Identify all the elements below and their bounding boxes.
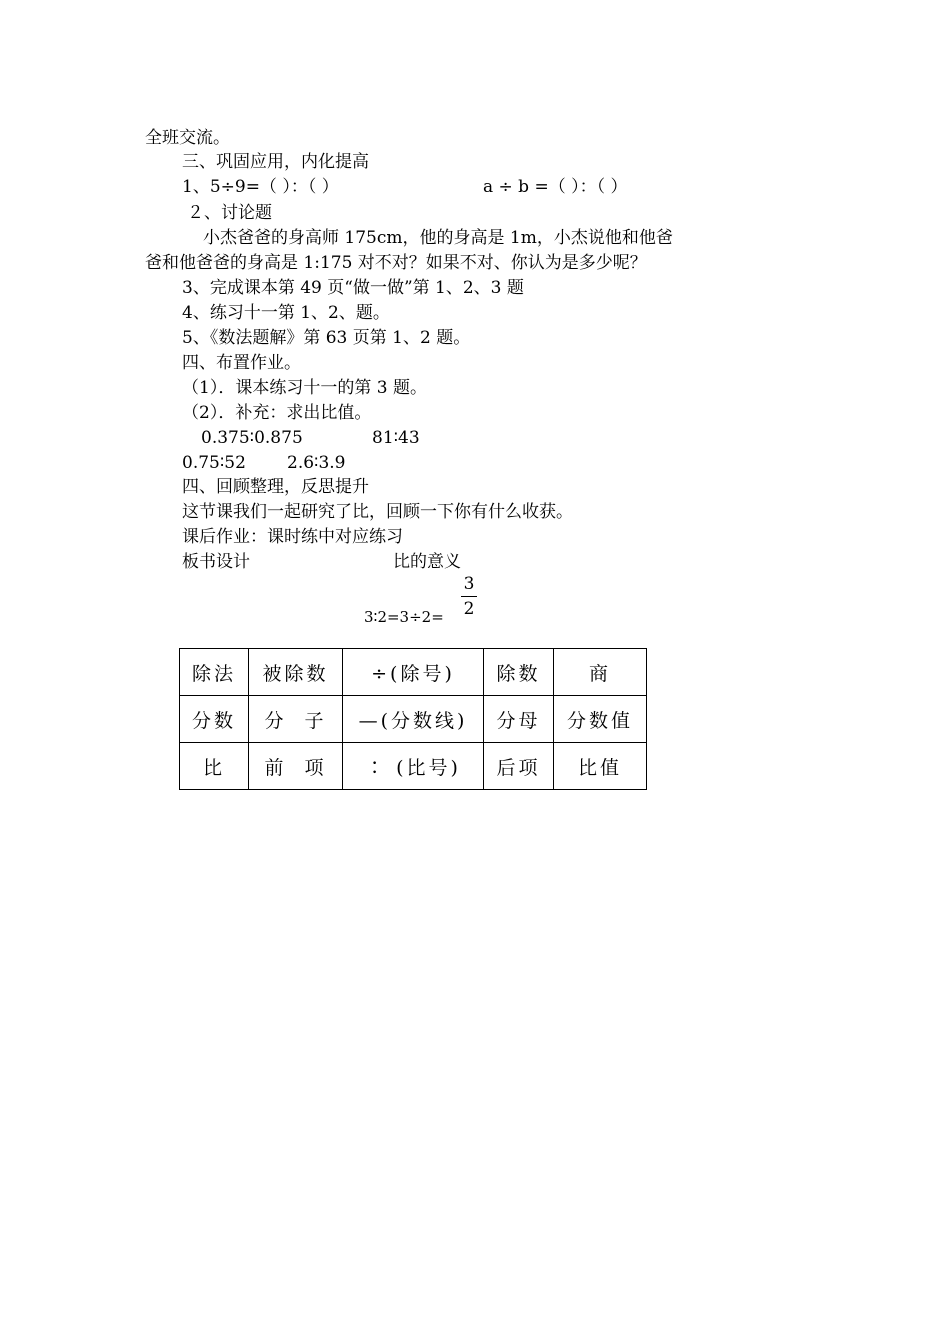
ratio-expression: 2.6∶3.9 [287, 453, 346, 473]
fraction-bar [461, 596, 477, 597]
text-line: （2）．补充：求出比值。 [182, 403, 372, 423]
table-cell: 前 项 [249, 743, 343, 790]
text-line: 小杰爸爸的身高师 175cm，他的身高是 1m，小杰说他和他爸 [203, 228, 673, 248]
table-cell: —(分数线) [343, 696, 484, 743]
table-cell: 后项 [484, 743, 554, 790]
table-cell: 比值 [554, 743, 647, 790]
table-cell: 分 子 [249, 696, 343, 743]
board-design-label: 板书设计 [182, 552, 250, 572]
table-cell: 商 [554, 649, 647, 696]
ratio-equation: 3∶2=3÷2= [364, 608, 444, 626]
section-heading: 四、回顾整理，反思提升 [182, 477, 369, 497]
table-cell: 除法 [180, 649, 249, 696]
text-line: 课后作业：课时练中对应练习 [182, 527, 403, 547]
fraction-denominator: 2 [463, 599, 475, 619]
section-heading: 四、布置作业。 [182, 353, 301, 373]
text-line: （1）．课本练习十一的第 3 题。 [182, 378, 427, 398]
text-line: 5、《数法题解》第 63 页第 1、2 题。 [182, 328, 471, 348]
table-cell: ∶ (比号) [343, 743, 484, 790]
table-cell: ÷(除号) [343, 649, 484, 696]
ratio-expression: 0.75∶52 [182, 453, 246, 473]
table-row [180, 696, 647, 743]
text-line: 4、练习十一第 1、2、题。 [182, 303, 390, 323]
board-table [179, 648, 647, 790]
section-heading: 三、巩固应用，内化提高 [182, 152, 369, 172]
table-cell: 分母 [484, 696, 554, 743]
table-cell: 分数 [180, 696, 249, 743]
table-cell: 被除数 [249, 649, 343, 696]
fraction [461, 574, 477, 619]
text-line: a ÷ b =（ ）：（ ） [483, 177, 628, 197]
text-line: 3、完成课本第 49 页“做一做”第 1、2、3 题 [182, 278, 524, 298]
table-cell: 分数值 [554, 696, 647, 743]
ratio-expression: 81∶43 [372, 428, 420, 448]
table-cell: 比 [180, 743, 249, 790]
table-row [180, 649, 647, 696]
text-line: 全班交流。 [145, 128, 230, 148]
text-line: 1、5÷9=（ ）：（ ） [182, 177, 339, 197]
board-title: 比的意义 [393, 552, 461, 572]
text-line: 爸和他爸爸的身高是 1:175 对不对？如果不对、你认为是多少呢？ [145, 253, 647, 273]
fraction-numerator: 3 [463, 574, 475, 594]
text-line: 这节课我们一起研究了比，回顾一下你有什么收获。 [182, 502, 573, 522]
table-row [180, 743, 647, 790]
ratio-expression: 0.375∶0.875 [201, 428, 303, 448]
text-line: ２、讨论题 [187, 203, 272, 223]
table-cell: 除数 [484, 649, 554, 696]
